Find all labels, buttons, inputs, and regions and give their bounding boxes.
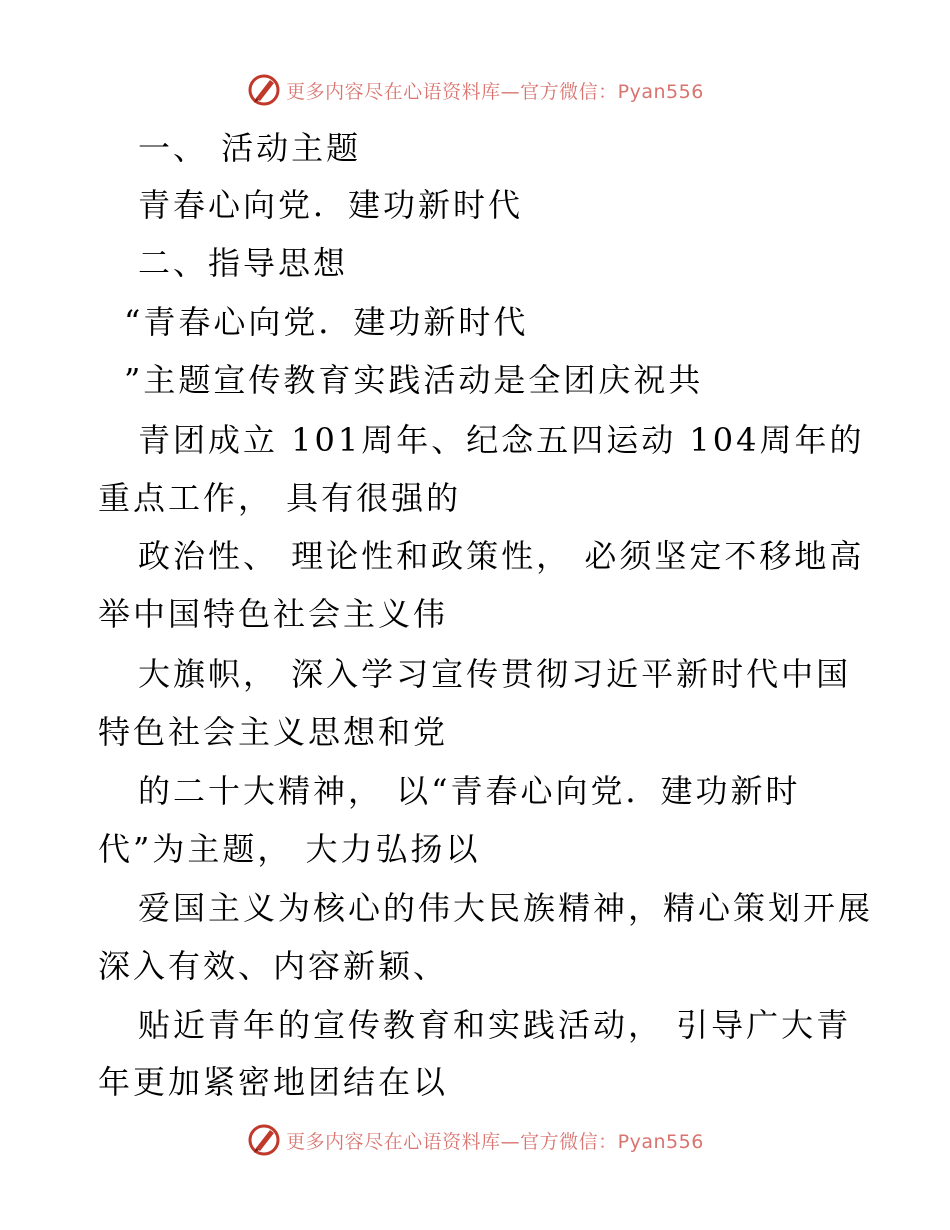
paragraph-line: 政治性、 理论性和政策性， 必须坚定不移地高 [138, 537, 865, 575]
paragraph-line: “青春心向党．建功新时代 [124, 303, 529, 341]
watermark-text: 更多内容尽在心语资料库—官方微信：Pyan556 [286, 80, 704, 103]
paragraph-line: 爱国主义为核心的伟大民族精神，精心策划开展 [138, 889, 874, 927]
heading-activity-theme: 一、 活动主题 [138, 129, 362, 167]
paragraph-line: 重点工作， 具有很强的 [98, 479, 462, 517]
paragraph-line: 深入有效、内容新颖、 [98, 947, 449, 985]
paragraph-line: ”主题宣传教育实践活动是全团庆祝共 [124, 361, 704, 399]
paragraph-line: 年更加紧密地团结在以 [98, 1063, 449, 1101]
pen-seal-icon [246, 1122, 282, 1158]
header-watermark [0, 70, 950, 110]
paragraph-line: 的二十大精神， 以“青春心向党．建功新时 [138, 772, 801, 810]
heading-guiding-ideology: 二、指导思想 [138, 244, 349, 282]
theme-text: 青春心向党．建功新时代 [138, 186, 524, 224]
paragraph-line: 大旗帜， 深入学习宣传贯彻习近平新时代中国 [138, 655, 852, 693]
pen-seal-icon [246, 72, 282, 108]
footer-watermark [0, 1120, 950, 1160]
watermark-text: 更多内容尽在心语资料库—官方微信：Pyan556 [286, 1130, 704, 1153]
paragraph-line: 代”为主题， 大力弘扬以 [98, 830, 481, 868]
paragraph-line: 贴近青年的宣传教育和实践活动， 引导广大青 [138, 1006, 852, 1044]
paragraph-line: 特色社会主义思想和党 [98, 713, 449, 751]
paragraph-line: 举中国特色社会主义伟 [98, 595, 449, 633]
paragraph-line: 青团成立 101周年、纪念五四运动 104周年的 [138, 421, 865, 459]
